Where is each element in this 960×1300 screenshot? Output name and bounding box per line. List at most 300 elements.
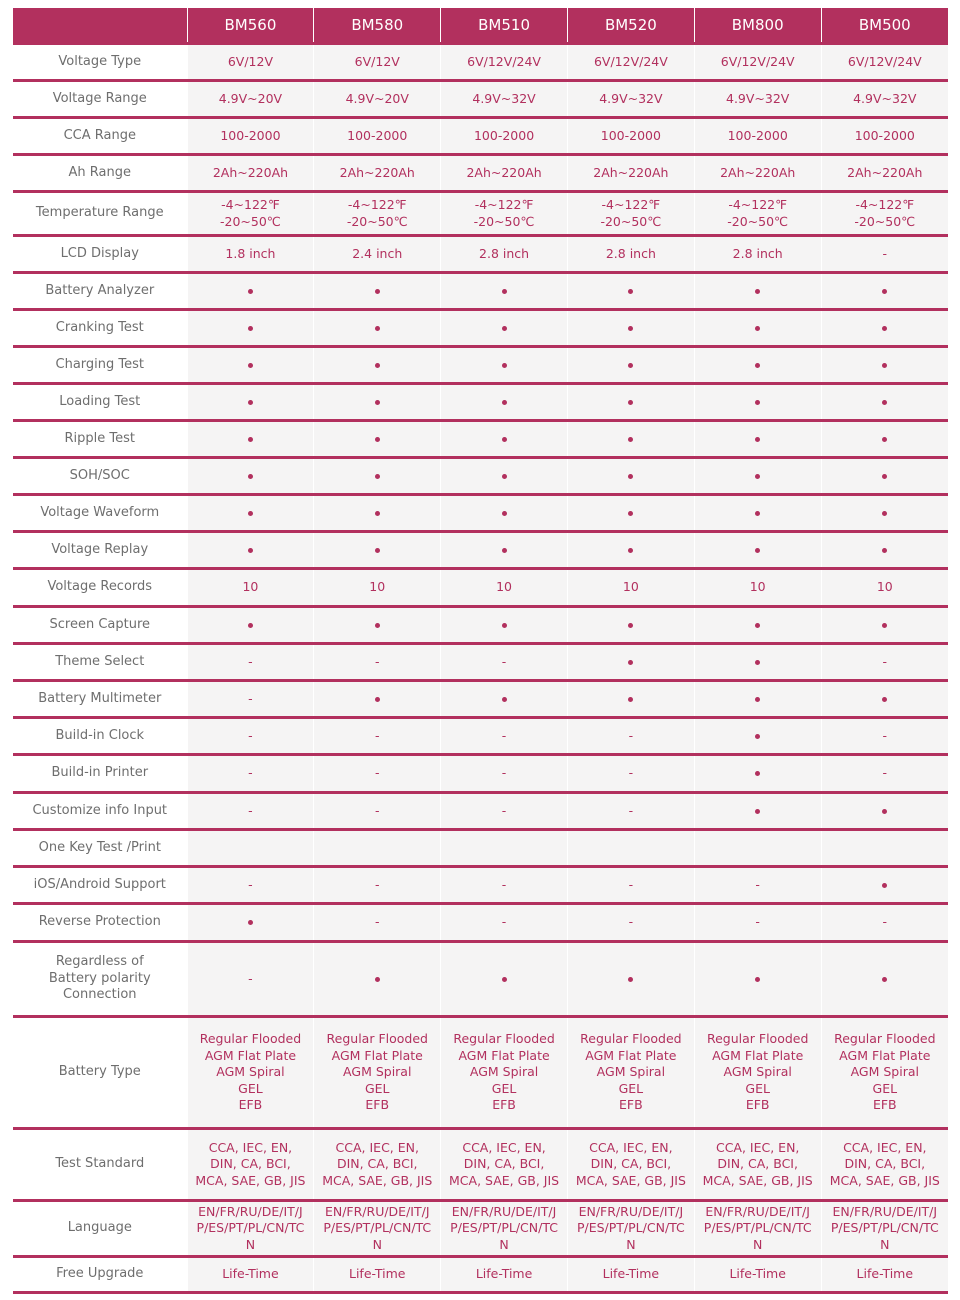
supported-dot-icon <box>755 809 760 814</box>
value-cell: 4.9V~32V <box>694 81 821 118</box>
supported-dot-icon <box>882 289 887 294</box>
supported-dot-icon <box>628 289 633 294</box>
supported-dot-icon <box>248 289 253 294</box>
value-cell: EN/FR/RU/DE/IT/J P/ES/PT/PL/CN/TC N <box>441 1201 568 1257</box>
feature-supported-cell <box>694 793 821 830</box>
table-row <box>13 1129 948 1201</box>
row-label: Cranking Test <box>13 310 187 347</box>
value-cell: 10 <box>821 569 948 607</box>
row-label: Voltage Waveform <box>13 495 187 532</box>
feature-unsupported-cell: - <box>187 793 314 830</box>
feature-supported-cell <box>567 347 694 384</box>
value-cell: 6V/12V/24V <box>821 44 948 81</box>
value-cell: EN/FR/RU/DE/IT/J P/ES/PT/PL/CN/TC N <box>821 1201 948 1257</box>
header-corner <box>13 8 187 44</box>
value-cell: EN/FR/RU/DE/IT/J P/ES/PT/PL/CN/TC N <box>694 1201 821 1257</box>
value-cell: Regular Flooded AGM Flat Plate AGM Spiral GEL EFB <box>567 1017 694 1129</box>
feature-supported-cell <box>821 421 948 458</box>
feature-supported-cell <box>187 458 314 495</box>
feature-supported-cell <box>314 607 441 644</box>
table-row <box>13 718 948 755</box>
supported-dot-icon <box>628 697 633 702</box>
table-row <box>13 192 948 236</box>
table-row <box>13 830 948 867</box>
supported-dot-icon <box>375 697 380 702</box>
supported-dot-icon <box>882 697 887 702</box>
value-cell: 2.8 inch <box>694 236 821 273</box>
supported-dot-icon <box>248 623 253 628</box>
row-label: Battery Multimeter <box>13 681 187 718</box>
value-cell <box>567 830 694 867</box>
feature-supported-cell <box>567 942 694 1017</box>
table-row <box>13 347 948 384</box>
value-cell <box>187 830 314 867</box>
table-row <box>13 607 948 644</box>
row-label: Build-in Clock <box>13 718 187 755</box>
supported-dot-icon <box>502 548 507 553</box>
feature-unsupported-cell: - <box>567 793 694 830</box>
supported-dot-icon <box>882 809 887 814</box>
supported-dot-icon <box>248 326 253 331</box>
feature-unsupported-cell: - <box>314 867 441 904</box>
supported-dot-icon <box>628 474 633 479</box>
table-row <box>13 1017 948 1129</box>
feature-supported-cell <box>187 421 314 458</box>
value-cell: -4~122℉ -20~50℃ <box>694 192 821 236</box>
table-row <box>13 118 948 155</box>
row-label: Free Upgrade <box>13 1257 187 1293</box>
comparison-table <box>13 8 948 1294</box>
supported-dot-icon <box>628 511 633 516</box>
row-label: iOS/Android Support <box>13 867 187 904</box>
feature-unsupported-cell: - <box>314 904 441 942</box>
row-label: CCA Range <box>13 118 187 155</box>
row-label: Loading Test <box>13 384 187 421</box>
value-cell <box>694 830 821 867</box>
supported-dot-icon <box>375 623 380 628</box>
table-row <box>13 942 948 1017</box>
value-cell: 1.8 inch <box>187 236 314 273</box>
feature-supported-cell <box>694 718 821 755</box>
feature-supported-cell <box>821 607 948 644</box>
supported-dot-icon <box>375 363 380 368</box>
supported-dot-icon <box>755 289 760 294</box>
supported-dot-icon <box>502 400 507 405</box>
row-label: Battery Type <box>13 1017 187 1129</box>
feature-supported-cell <box>694 384 821 421</box>
feature-unsupported-cell: - <box>821 904 948 942</box>
value-cell: CCA, IEC, EN, DIN, CA, BCI, MCA, SAE, GB, JIS <box>821 1129 948 1201</box>
supported-dot-icon <box>248 511 253 516</box>
feature-supported-cell <box>567 273 694 310</box>
value-cell: 4.9V~32V <box>821 81 948 118</box>
feature-supported-cell <box>187 607 314 644</box>
value-cell: 2Ah~220Ah <box>694 155 821 192</box>
supported-dot-icon <box>502 289 507 294</box>
feature-supported-cell <box>314 421 441 458</box>
feature-unsupported-cell: - <box>441 867 568 904</box>
supported-dot-icon <box>882 437 887 442</box>
feature-supported-cell <box>821 793 948 830</box>
feature-unsupported-cell: - <box>187 718 314 755</box>
value-cell: 2.4 inch <box>314 236 441 273</box>
value-cell: 6V/12V <box>314 44 441 81</box>
feature-supported-cell <box>314 942 441 1017</box>
value-cell: 4.9V~20V <box>187 81 314 118</box>
feature-unsupported-cell: - <box>694 904 821 942</box>
feature-supported-cell <box>694 532 821 569</box>
feature-supported-cell <box>314 347 441 384</box>
feature-supported-cell <box>187 495 314 532</box>
feature-supported-cell <box>187 904 314 942</box>
row-label: Charging Test <box>13 347 187 384</box>
supported-dot-icon <box>882 474 887 479</box>
supported-dot-icon <box>502 474 507 479</box>
supported-dot-icon <box>248 920 253 925</box>
feature-unsupported-cell: - <box>441 644 568 681</box>
model-header: BM520 <box>567 8 694 44</box>
supported-dot-icon <box>375 289 380 294</box>
value-cell: EN/FR/RU/DE/IT/J P/ES/PT/PL/CN/TC N <box>187 1201 314 1257</box>
supported-dot-icon <box>375 977 380 982</box>
supported-dot-icon <box>755 734 760 739</box>
feature-supported-cell <box>567 384 694 421</box>
feature-supported-cell <box>821 384 948 421</box>
value-cell: -4~122℉ -20~50℃ <box>441 192 568 236</box>
supported-dot-icon <box>248 474 253 479</box>
value-cell: 2Ah~220Ah <box>314 155 441 192</box>
feature-supported-cell <box>694 347 821 384</box>
feature-unsupported-cell: - <box>441 793 568 830</box>
supported-dot-icon <box>628 548 633 553</box>
feature-supported-cell <box>187 347 314 384</box>
feature-supported-cell <box>314 681 441 718</box>
table-row <box>13 755 948 793</box>
feature-supported-cell <box>187 532 314 569</box>
value-cell: CCA, IEC, EN, DIN, CA, BCI, MCA, SAE, GB, JIS <box>314 1129 441 1201</box>
feature-unsupported-cell: - <box>314 755 441 793</box>
feature-supported-cell <box>567 644 694 681</box>
feature-unsupported-cell: - <box>441 718 568 755</box>
value-cell: -4~122℉ -20~50℃ <box>314 192 441 236</box>
feature-supported-cell <box>187 384 314 421</box>
value-cell: Regular Flooded AGM Flat Plate AGM Spiral GEL EFB <box>694 1017 821 1129</box>
feature-unsupported-cell: - <box>821 644 948 681</box>
feature-unsupported-cell: - <box>567 755 694 793</box>
supported-dot-icon <box>375 326 380 331</box>
value-cell: -4~122℉ -20~50℃ <box>567 192 694 236</box>
model-header: BM500 <box>821 8 948 44</box>
feature-supported-cell <box>441 607 568 644</box>
feature-supported-cell <box>187 310 314 347</box>
feature-supported-cell <box>441 384 568 421</box>
value-cell: 4.9V~32V <box>567 81 694 118</box>
value-cell: 2.8 inch <box>567 236 694 273</box>
value-cell: CCA, IEC, EN, DIN, CA, BCI, MCA, SAE, GB, JIS <box>567 1129 694 1201</box>
supported-dot-icon <box>628 623 633 628</box>
supported-dot-icon <box>628 400 633 405</box>
supported-dot-icon <box>502 511 507 516</box>
supported-dot-icon <box>502 437 507 442</box>
row-label: Voltage Replay <box>13 532 187 569</box>
feature-supported-cell <box>694 495 821 532</box>
feature-supported-cell <box>821 273 948 310</box>
feature-supported-cell <box>441 681 568 718</box>
supported-dot-icon <box>375 511 380 516</box>
feature-supported-cell <box>821 458 948 495</box>
feature-supported-cell <box>187 273 314 310</box>
value-cell: 2Ah~220Ah <box>187 155 314 192</box>
value-cell: CCA, IEC, EN, DIN, CA, BCI, MCA, SAE, GB, JIS <box>187 1129 314 1201</box>
row-label: LCD Display <box>13 236 187 273</box>
row-label: Customize info Input <box>13 793 187 830</box>
feature-unsupported-cell: - <box>187 755 314 793</box>
feature-unsupported-cell: - <box>821 236 948 273</box>
supported-dot-icon <box>882 363 887 368</box>
value-cell: Life-Time <box>187 1257 314 1293</box>
supported-dot-icon <box>882 977 887 982</box>
supported-dot-icon <box>502 623 507 628</box>
supported-dot-icon <box>755 548 760 553</box>
supported-dot-icon <box>628 363 633 368</box>
supported-dot-icon <box>628 660 633 665</box>
value-cell: -4~122℉ -20~50℃ <box>821 192 948 236</box>
feature-unsupported-cell: - <box>314 718 441 755</box>
supported-dot-icon <box>882 511 887 516</box>
feature-supported-cell <box>821 681 948 718</box>
feature-unsupported-cell: - <box>821 718 948 755</box>
feature-supported-cell <box>441 495 568 532</box>
row-label: Voltage Records <box>13 569 187 607</box>
value-cell: 6V/12V <box>187 44 314 81</box>
row-label: Ripple Test <box>13 421 187 458</box>
feature-supported-cell <box>694 310 821 347</box>
feature-supported-cell <box>567 681 694 718</box>
value-cell: -4~122℉ -20~50℃ <box>187 192 314 236</box>
value-cell: 10 <box>694 569 821 607</box>
supported-dot-icon <box>755 474 760 479</box>
row-label: Ah Range <box>13 155 187 192</box>
table-row <box>13 644 948 681</box>
supported-dot-icon <box>375 548 380 553</box>
table-row <box>13 532 948 569</box>
feature-unsupported-cell: - <box>694 867 821 904</box>
feature-unsupported-cell: - <box>567 718 694 755</box>
row-label: Theme Select <box>13 644 187 681</box>
supported-dot-icon <box>755 437 760 442</box>
value-cell <box>821 830 948 867</box>
supported-dot-icon <box>628 437 633 442</box>
value-cell: 2.8 inch <box>441 236 568 273</box>
feature-supported-cell <box>567 458 694 495</box>
table-row <box>13 273 948 310</box>
feature-supported-cell <box>314 310 441 347</box>
header-row <box>13 8 948 44</box>
value-cell: 4.9V~32V <box>441 81 568 118</box>
supported-dot-icon <box>375 400 380 405</box>
value-cell: 4.9V~20V <box>314 81 441 118</box>
supported-dot-icon <box>882 623 887 628</box>
feature-supported-cell <box>821 532 948 569</box>
row-label: Voltage Type <box>13 44 187 81</box>
value-cell: 2Ah~220Ah <box>441 155 568 192</box>
row-label: Language <box>13 1201 187 1257</box>
value-cell: 100-2000 <box>441 118 568 155</box>
value-cell: 6V/12V/24V <box>694 44 821 81</box>
supported-dot-icon <box>755 660 760 665</box>
feature-supported-cell <box>567 532 694 569</box>
model-header: BM580 <box>314 8 441 44</box>
feature-supported-cell <box>441 310 568 347</box>
value-cell: 100-2000 <box>567 118 694 155</box>
supported-dot-icon <box>882 883 887 888</box>
table-row <box>13 458 948 495</box>
value-cell: 10 <box>441 569 568 607</box>
feature-supported-cell <box>441 421 568 458</box>
table-row <box>13 793 948 830</box>
feature-supported-cell <box>694 458 821 495</box>
value-cell: Regular Flooded AGM Flat Plate AGM Spiral GEL EFB <box>441 1017 568 1129</box>
feature-supported-cell <box>441 532 568 569</box>
value-cell: Regular Flooded AGM Flat Plate AGM Spiral GEL EFB <box>314 1017 441 1129</box>
row-label: One Key Test /Print <box>13 830 187 867</box>
value-cell: 2Ah~220Ah <box>567 155 694 192</box>
value-cell: 2Ah~220Ah <box>821 155 948 192</box>
feature-supported-cell <box>821 310 948 347</box>
table-row <box>13 1257 948 1293</box>
supported-dot-icon <box>628 326 633 331</box>
feature-supported-cell <box>694 755 821 793</box>
row-label: Screen Capture <box>13 607 187 644</box>
feature-supported-cell <box>314 384 441 421</box>
feature-supported-cell <box>441 458 568 495</box>
model-header: BM510 <box>441 8 568 44</box>
supported-dot-icon <box>502 977 507 982</box>
value-cell: Life-Time <box>441 1257 568 1293</box>
feature-unsupported-cell: - <box>567 867 694 904</box>
value-cell: Life-Time <box>821 1257 948 1293</box>
supported-dot-icon <box>502 326 507 331</box>
feature-supported-cell <box>314 273 441 310</box>
supported-dot-icon <box>755 511 760 516</box>
row-label: SOH/SOC <box>13 458 187 495</box>
table-row <box>13 681 948 718</box>
supported-dot-icon <box>882 548 887 553</box>
value-cell: 6V/12V/24V <box>567 44 694 81</box>
table-row <box>13 310 948 347</box>
value-cell: 100-2000 <box>187 118 314 155</box>
value-cell: 10 <box>187 569 314 607</box>
feature-unsupported-cell: - <box>314 793 441 830</box>
row-label: Battery Analyzer <box>13 273 187 310</box>
row-label: Reverse Protection <box>13 904 187 942</box>
value-cell: Life-Time <box>694 1257 821 1293</box>
supported-dot-icon <box>248 363 253 368</box>
value-cell: 100-2000 <box>694 118 821 155</box>
feature-supported-cell <box>567 607 694 644</box>
feature-unsupported-cell: - <box>187 681 314 718</box>
feature-supported-cell <box>314 495 441 532</box>
supported-dot-icon <box>882 400 887 405</box>
table-row <box>13 236 948 273</box>
supported-dot-icon <box>248 400 253 405</box>
feature-supported-cell <box>694 644 821 681</box>
table-row <box>13 421 948 458</box>
feature-unsupported-cell: - <box>567 904 694 942</box>
feature-supported-cell <box>694 273 821 310</box>
feature-supported-cell <box>441 347 568 384</box>
row-label: Temperature Range <box>13 192 187 236</box>
supported-dot-icon <box>755 326 760 331</box>
table-row <box>13 44 948 81</box>
value-cell: 10 <box>314 569 441 607</box>
feature-supported-cell <box>821 867 948 904</box>
table-row <box>13 155 948 192</box>
supported-dot-icon <box>502 697 507 702</box>
supported-dot-icon <box>248 548 253 553</box>
table-row <box>13 867 948 904</box>
feature-supported-cell <box>567 310 694 347</box>
feature-unsupported-cell: - <box>441 755 568 793</box>
table-row <box>13 569 948 607</box>
feature-supported-cell <box>694 681 821 718</box>
feature-supported-cell <box>314 458 441 495</box>
value-cell: Life-Time <box>314 1257 441 1293</box>
feature-unsupported-cell: - <box>821 755 948 793</box>
feature-supported-cell <box>441 273 568 310</box>
value-cell: CCA, IEC, EN, DIN, CA, BCI, MCA, SAE, GB, JIS <box>694 1129 821 1201</box>
value-cell: 100-2000 <box>821 118 948 155</box>
feature-supported-cell <box>694 421 821 458</box>
supported-dot-icon <box>755 623 760 628</box>
row-label: Build-in Printer <box>13 755 187 793</box>
feature-unsupported-cell: - <box>187 644 314 681</box>
supported-dot-icon <box>882 326 887 331</box>
feature-supported-cell <box>314 532 441 569</box>
supported-dot-icon <box>502 363 507 368</box>
table-row <box>13 384 948 421</box>
feature-supported-cell <box>567 495 694 532</box>
supported-dot-icon <box>755 363 760 368</box>
supported-dot-icon <box>375 437 380 442</box>
value-cell <box>441 830 568 867</box>
value-cell <box>314 830 441 867</box>
supported-dot-icon <box>755 977 760 982</box>
row-label: Test Standard <box>13 1129 187 1201</box>
feature-unsupported-cell: - <box>314 644 441 681</box>
supported-dot-icon <box>248 437 253 442</box>
supported-dot-icon <box>375 474 380 479</box>
value-cell: Regular Flooded AGM Flat Plate AGM Spiral GEL EFB <box>821 1017 948 1129</box>
value-cell: Life-Time <box>567 1257 694 1293</box>
table-row <box>13 904 948 942</box>
model-header: BM800 <box>694 8 821 44</box>
supported-dot-icon <box>628 977 633 982</box>
value-cell: 100-2000 <box>314 118 441 155</box>
supported-dot-icon <box>755 697 760 702</box>
value-cell: CCA, IEC, EN, DIN, CA, BCI, MCA, SAE, GB, JIS <box>441 1129 568 1201</box>
row-label: Voltage Range <box>13 81 187 118</box>
value-cell: EN/FR/RU/DE/IT/J P/ES/PT/PL/CN/TC N <box>567 1201 694 1257</box>
feature-supported-cell <box>821 347 948 384</box>
value-cell: 10 <box>567 569 694 607</box>
feature-unsupported-cell: - <box>441 904 568 942</box>
feature-supported-cell <box>694 607 821 644</box>
feature-supported-cell <box>567 421 694 458</box>
feature-unsupported-cell: - <box>187 942 314 1017</box>
feature-supported-cell <box>441 942 568 1017</box>
table-row <box>13 1201 948 1257</box>
